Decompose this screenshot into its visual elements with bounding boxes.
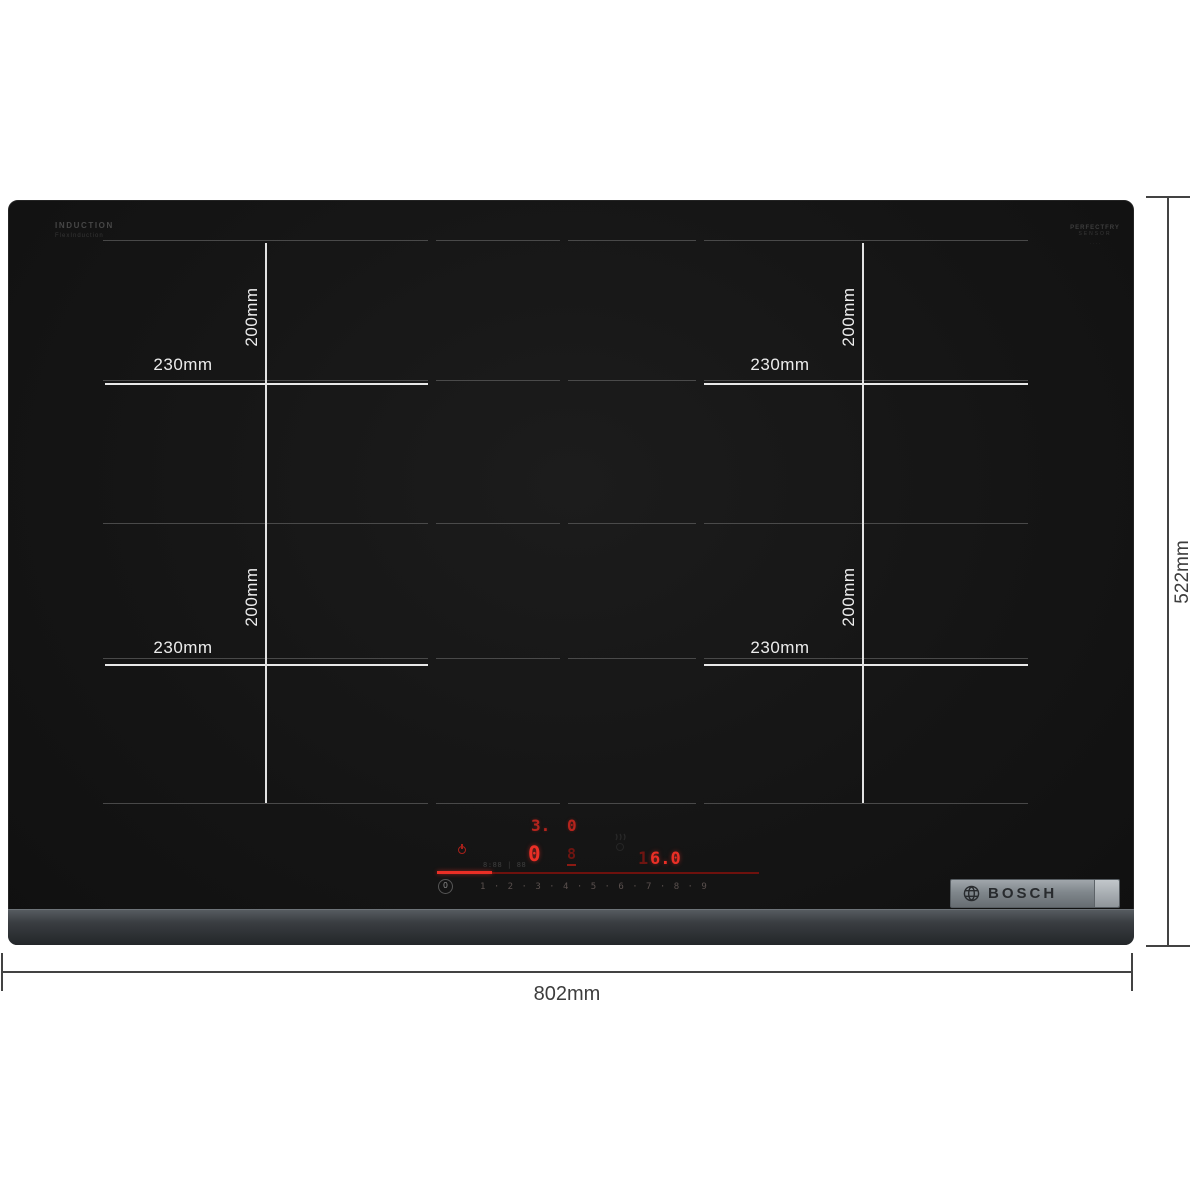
zone-depth-label-rear-right: 200mm — [839, 287, 858, 347]
zone-display-rear-right: 0 — [567, 816, 577, 835]
power-slider-active-segment — [437, 871, 492, 874]
zone-marking-line — [103, 240, 428, 241]
surface-print-flexinduction: FlexInduction — [55, 233, 104, 239]
zone-marking-line — [568, 240, 696, 241]
zone-marking-line — [704, 523, 1028, 524]
width-dimension-cap-right — [1131, 953, 1133, 991]
zone-marking-line — [436, 240, 560, 241]
width-dimension-line — [2, 971, 1132, 973]
bosch-brand-text: BOSCH — [988, 885, 1058, 902]
surface-print-perfectfry — [1066, 225, 1124, 247]
badge-end-cap — [1094, 880, 1119, 907]
perfectfry-line2: SENSOR — [1078, 231, 1112, 237]
zone-width-label-front-right: 230mm — [750, 638, 810, 657]
slider-zero-key: 0 — [438, 879, 453, 894]
depth-dimension-label: 522mm — [1172, 540, 1193, 604]
measure-line-200-left — [265, 243, 267, 803]
zone-marking-line — [436, 523, 560, 524]
zone-marking-line — [568, 803, 696, 804]
perfectfry-line1: PERFECTFRY — [1070, 225, 1120, 231]
bosch-badge — [950, 879, 1120, 908]
measure-line-230-front-right — [704, 664, 1028, 666]
zone-marking-line — [568, 523, 696, 524]
power-indicator-icon — [458, 846, 466, 854]
zone-marking-line — [704, 240, 1028, 241]
zone-marking-line — [436, 380, 560, 381]
front-trim-strip — [8, 909, 1134, 945]
slider-scale-numbers: 1 · 2 · 3 · 4 · 5 · 6 · 7 · 8 · 9 — [480, 882, 709, 892]
zone-marking-line — [704, 658, 1028, 659]
depth-dimension-cap-bottom — [1146, 945, 1190, 947]
standby-clock-text: 8:88 | 88 — [483, 861, 527, 869]
depth-dimension-line — [1167, 197, 1169, 947]
timer-display-prefix: 1 — [638, 849, 649, 869]
perfectfry-line3: · · · · — [1089, 241, 1101, 247]
zone-display-rear-left: 3. — [531, 816, 551, 835]
measure-line-230-rear-right — [704, 383, 1028, 385]
width-dimension-label: 802mm — [533, 983, 601, 1005]
zone-marking-line — [103, 803, 428, 804]
zone-marking-line — [704, 380, 1028, 381]
zone-marking-line — [436, 658, 560, 659]
zone-marking-line — [704, 803, 1028, 804]
depth-dimension-cap-top — [1146, 196, 1190, 198]
zone-marking-line — [568, 380, 696, 381]
zone-marking-line — [436, 803, 560, 804]
zone-display-front-right: 8 — [567, 845, 576, 866]
surface-print-induction: INDUCTION — [55, 221, 114, 230]
bosch-logo-icon — [963, 885, 980, 902]
timer-display: 6.0 — [650, 849, 681, 869]
measure-line-200-right — [862, 243, 864, 803]
steam-icon — [612, 832, 628, 852]
zone-marking-line — [568, 658, 696, 659]
width-dimension-cap-left — [1, 953, 3, 991]
zone-depth-label-rear-left: 200mm — [242, 287, 261, 347]
zone-width-label-rear-right: 230mm — [750, 355, 810, 374]
zone-display-front-left: 0 — [528, 842, 541, 866]
zone-width-label-front-left: 230mm — [153, 638, 213, 657]
zone-depth-label-front-right: 200mm — [839, 567, 858, 627]
zone-width-label-rear-left: 230mm — [153, 355, 213, 374]
zone-depth-label-front-left: 200mm — [242, 567, 261, 627]
